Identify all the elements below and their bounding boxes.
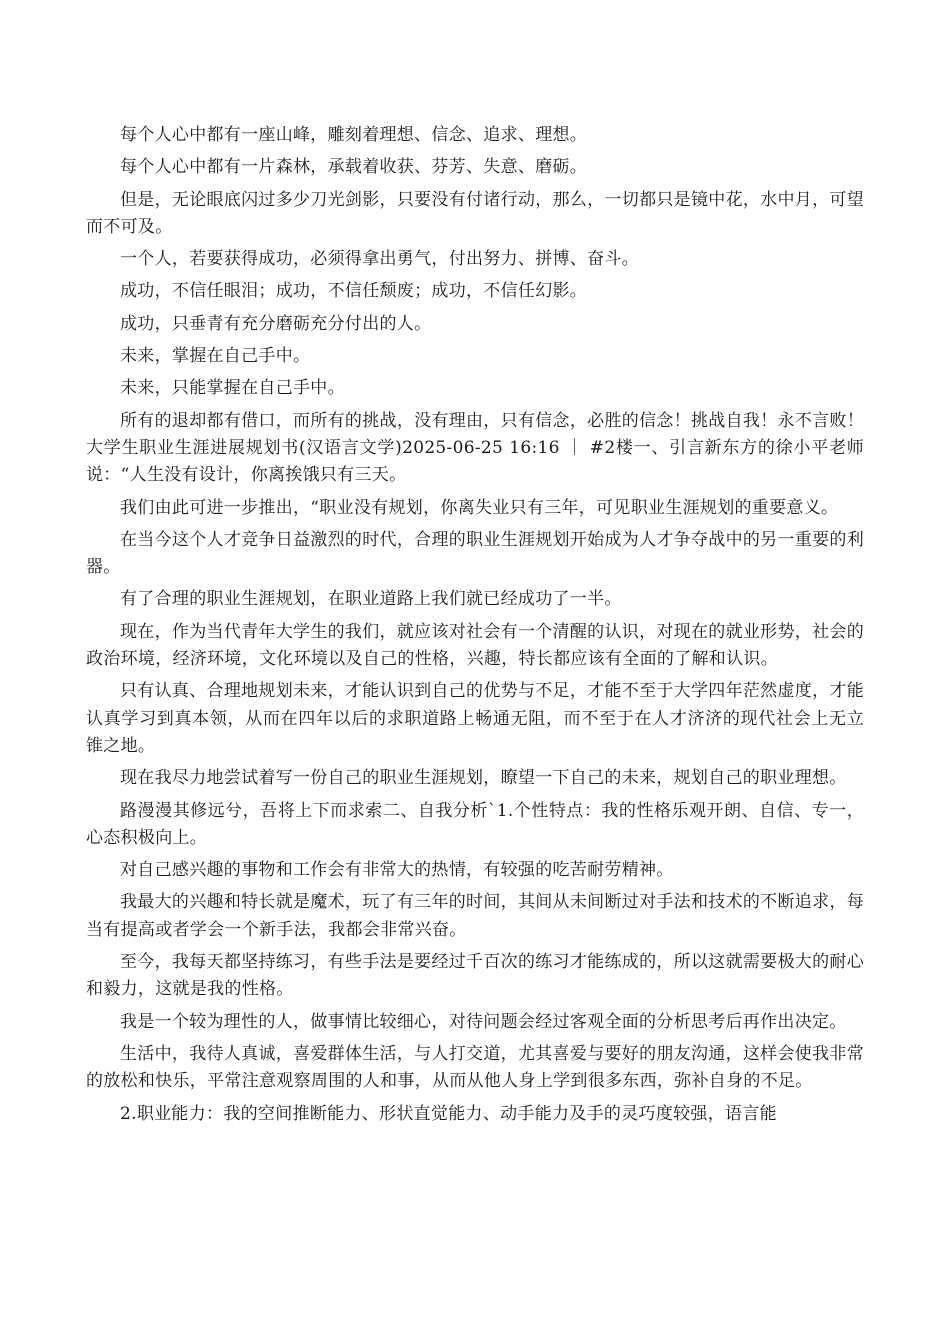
paragraph: 每个人心中都有一片森林，承载着收获、芬芳、失意、磨砺。 <box>120 157 588 178</box>
paragraph: 路漫漫其修远兮，吾将上下而求索二、自我分析`1.个性特点：我的性格乐观开朗、自信、专一，心态积极向上。 <box>86 800 864 848</box>
paragraph: 有了合理的职业生涯规划，在职业道路上我们就已经成功了一半。 <box>120 589 622 610</box>
paragraph: 至今，我每天都坚持练习，有些手法是要经过千百次的练习才能练成的，所以这就需要极大的耐心和毅力，这就是我的性格。 <box>86 952 864 1000</box>
paragraph: 现在，作为当代青年大学生的我们，就应该对社会有一个清醒的认识，对现在的就业形势，社会的政治环境，经济环境，文化环境以及自己的性格，兴趣，特长都应该有全面的了解和认识。 <box>86 621 864 670</box>
paragraph: 所有的退却都有借口，而所有的挑战，没有理由，只有信念，必胜的信念！挑战自我！永不言败！大学生职业生涯进展规划书(汉语言文学)2025-06-25 16:16 ｜ #2楼一、引言新东方的徐小平老师说：“人生没有设计，你离挨饿只有三天。 <box>86 410 864 486</box>
paragraph: 未来，掌握在自己手中。 <box>120 346 311 367</box>
paragraph: 只有认真、合理地规划未来，才能认识到自己的优势与不足，才能不至于大学四年茫然虚度，才能认真学习到真本领，从而在四年以后的求职道路上畅通无阻，而不至于在人才济济的现代社会上无立锥之地。 <box>86 681 864 756</box>
paragraph: 生活中，我待人真诚，喜爱群体生活，与人打交道，尤其喜爱与要好的朋友沟通，这样会使我非常的放松和快乐，平常注意观察周围的人和事，从而从他人身上学到很多东西，弥补自身的不足。 <box>86 1043 864 1092</box>
paragraph: 在当今这个人才竞争日益激烈的时代，合理的职业生涯规划开始成为人才争夺战中的另一重要的利器。 <box>86 529 864 578</box>
paragraph: 对自己感兴趣的事物和工作会有非常大的热情，有较强的吃苦耐劳精神。 <box>120 860 674 881</box>
paragraph: 我是一个较为理性的人，做事情比较细心，对待问题会经过客观全面的分析思考后再作出决定。 <box>120 1011 847 1032</box>
paragraph: 我们由此可进一步推出，“职业没有规划，你离失业只有三年，可见职业生涯规划的重要意义。 <box>120 497 839 518</box>
paragraph: 每个人心中都有一座山峰，雕刻着理想、信念、追求、理想。 <box>120 125 588 145</box>
paragraph: 现在我尽力地尝试着写一份自己的职业生涯规划，瞭望一下自己的未来，规划自己的职业理想。 <box>120 768 847 789</box>
paragraph: 未来，只能掌握在自己手中。 <box>120 378 345 399</box>
paragraph: 2.职业能力：我的空间推断能力、形状直觉能力、动手能力及手的灵巧度较强，语言能 <box>120 1103 777 1124</box>
paragraph: 我最大的兴趣和特长就是魔术，玩了有三年的时间，其间从未间断过对手法和技术的不断追求，每当有提高或者学会一个新手法，我都会非常兴奋。 <box>86 892 864 940</box>
paragraph: 但是，无论眼底闪过多少刀光剑影，只要没有付诸行动，那么，一切都只是镜中花，水中月，可望而不可及。 <box>86 189 864 237</box>
paragraph: 成功，只垂青有充分磨砺充分付出的人。 <box>120 313 432 334</box>
paragraph: 成功，不信任眼泪；成功，不信任颓废；成功，不信任幻影。 <box>120 281 588 302</box>
document-body <box>86 122 864 1133</box>
paragraph: 一个人，若要获得成功，必须得拿出勇气，付出努力、拼博、奋斗。 <box>120 249 639 270</box>
